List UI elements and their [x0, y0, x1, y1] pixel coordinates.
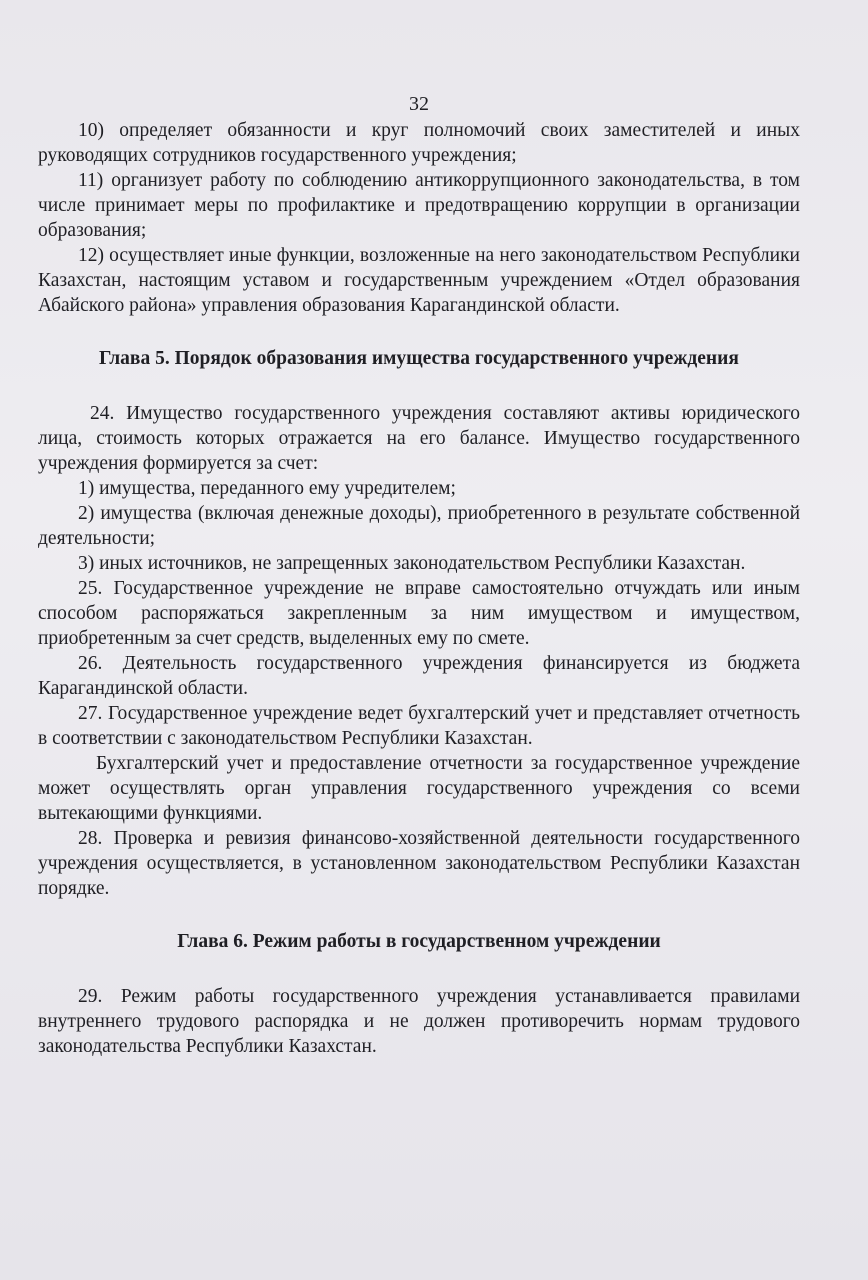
paragraph-item-12: 12) осуществляет иные функции, возложенные на него законодательством Республики Казахстан, настоящим уставом и государственным учреждением «Отдел образования Абайского района» управления образования Карагандинской области.	[38, 245, 800, 316]
chapter-5-title: Глава 5. Порядок образования имущества государственного учреждения	[99, 348, 739, 369]
paragraph-item-27: 27. Государственное учреждение ведет бухгалтерский учет и представляет отчетность в соответствии с законодательством Республики Казахстан.	[38, 703, 800, 749]
paragraph-accounting: Бухгалтерский учет и предоставление отчетности за государственное учреждение может осуществлять орган управления государственного учреждения со всеми вытекающими функциями.	[38, 753, 800, 824]
paragraph-sub-2: 2) имущества (включая денежные доходы), приобретенного в результате собственной деятельности;	[38, 503, 800, 549]
spacer	[38, 318, 800, 346]
paragraph-item-26: 26. Деятельность государственного учреждения финансируется из бюджета Карагандинской области.	[38, 653, 800, 699]
paragraph-sub-1: 1) имущества, переданного ему учредителем;	[78, 478, 456, 499]
spacer	[38, 371, 800, 401]
paragraph-item-29: 29. Режим работы государственного учреждения устанавливается правилами внутреннего трудового распорядка и не должен противоречить нормам трудового законодательства Республики Казахстан.	[38, 986, 800, 1057]
paragraph-item-25: 25. Государственное учреждение не вправе самостоятельно отчуждать или иным способом распоряжаться закрепленным за ним имуществом и имуществом, приобретенным за счет средств, выделенных ему по смете.	[38, 578, 800, 649]
page-number: 32	[409, 93, 429, 115]
paragraph-sub-3: 3) иных источников, не запрещенных законодательством Республики Казахстан.	[78, 553, 746, 574]
spacer	[38, 901, 800, 929]
paragraph-item-28: 28. Проверка и ревизия финансово-хозяйственной деятельности государственного учреждения осуществляется, в установленном законодательством Республики Казахстан порядке.	[38, 828, 800, 899]
paragraph-item-11: 11) организует работу по соблюдению антикоррупционного законодательства, в том числе принимает меры по профилактике и предотвращению коррупции в организации образования;	[38, 170, 800, 241]
chapter-6-title: Глава 6. Режим работы в государственном учреждении	[177, 931, 661, 952]
paragraph-item-24: 24. Имущество государственного учреждения составляют активы юридического лица, стоимость которых отражается на его балансе. Имущество государственного учреждения формируется за счет:	[38, 403, 800, 474]
spacer	[38, 954, 800, 984]
paragraph-item-10: 10) определяет обязанности и круг полномочий своих заместителей и иных руководящих сотрудников государственного учреждения;	[38, 120, 800, 166]
